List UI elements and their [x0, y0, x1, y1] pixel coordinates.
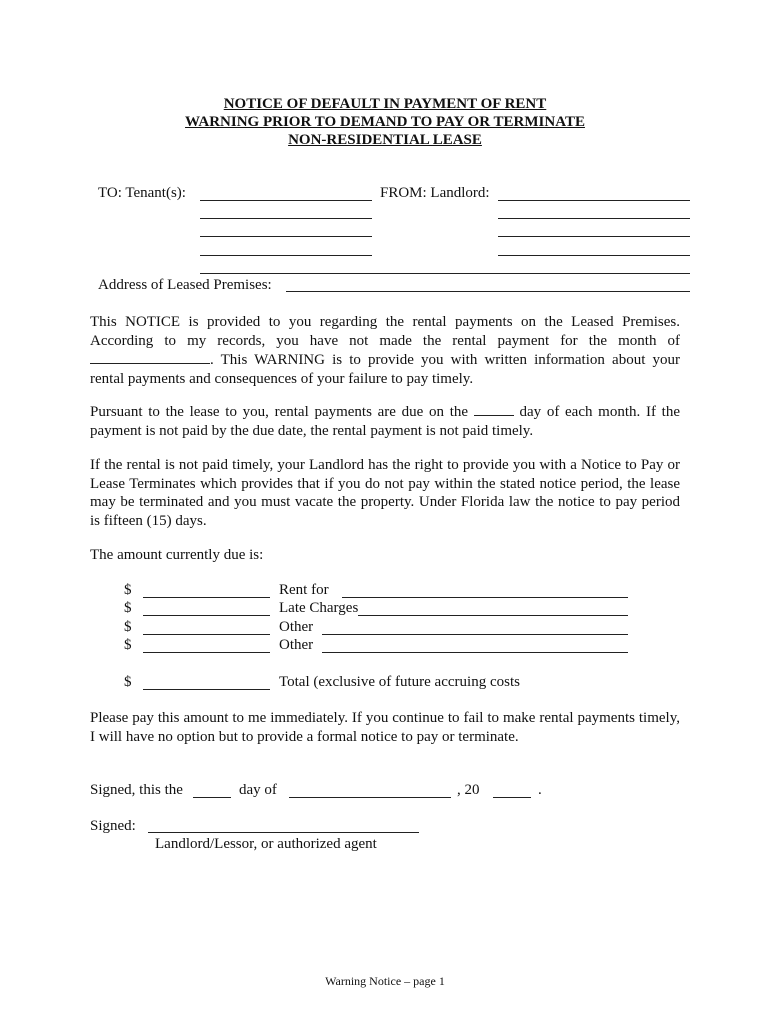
landlord-line-1[interactable] — [498, 200, 690, 201]
signed-year-blank[interactable] — [493, 797, 531, 798]
landlord-line-3[interactable] — [498, 236, 690, 237]
title-line-3: NON-RESIDENTIAL LEASE — [288, 132, 482, 148]
currency-symbol: $ — [124, 600, 132, 616]
tenant-line-1[interactable] — [200, 200, 372, 201]
page-footer: Warning Notice – page 1 — [325, 974, 445, 988]
month-blank[interactable] — [90, 350, 210, 364]
paragraph-notice-text-a: This NOTICE is provided to you regarding the rental payments on the Leased Premises. According to my records, you have not made the rental payment for the month of — [90, 314, 680, 349]
amount-total-blank[interactable] — [143, 689, 270, 690]
paragraph-due-date — [90, 402, 680, 440]
amount-other-1-blank[interactable] — [143, 634, 270, 635]
landlord-line-4[interactable] — [498, 255, 690, 256]
row-label-late-charges: Late Charges — [279, 600, 359, 616]
tenant-line-4[interactable] — [200, 255, 372, 256]
year-prefix: , 20 — [457, 782, 480, 798]
currency-symbol: $ — [124, 582, 132, 598]
paragraph-rights: If the rental is not paid timely, your Landlord has the right to provide you with a Notice to Pay or Lease Terminates which provides that if you do not pay within the stated notice period, the lease may be terminated and you must vacate the property. Under Florida law the notice to pay period is fifteen (15) days. — [90, 457, 680, 529]
currency-symbol: $ — [124, 619, 132, 635]
paragraph-notice — [90, 313, 680, 388]
currency-symbol: $ — [124, 674, 132, 690]
tenant-line-2[interactable] — [200, 218, 372, 219]
address-label: Address of Leased Premises: — [98, 277, 272, 293]
landlord-line-2[interactable] — [498, 218, 690, 219]
tenant-line-3[interactable] — [200, 236, 372, 237]
title-line-2: WARNING PRIOR TO DEMAND TO PAY OR TERMINATE — [185, 114, 585, 130]
late-charges-blank[interactable] — [358, 615, 628, 616]
rent-for-blank[interactable] — [342, 597, 628, 598]
signature-line[interactable] — [148, 832, 419, 833]
row-label-other-1: Other — [279, 619, 314, 635]
amount-intro: The amount currently due is: — [90, 547, 264, 563]
paragraph-due-date-text-a: Pursuant to the lease to you, rental payments are due on the — [90, 404, 469, 420]
from-landlord-label: FROM: Landlord: — [380, 185, 490, 201]
address-line-upper[interactable] — [200, 273, 690, 274]
row-label-rent: Rent for — [279, 582, 329, 598]
to-tenants-label: TO: Tenant(s): — [98, 185, 186, 201]
paragraph-due-date-text-b: day of each month. If the payment is not paid by the due date, the rental payment is not paid timely. — [90, 404, 680, 439]
amount-rent-blank[interactable] — [143, 597, 270, 598]
row-label-other-2: Other — [279, 637, 314, 653]
currency-symbol: $ — [124, 637, 132, 653]
total-label: Total (exclusive of future accruing costs — [279, 674, 520, 690]
due-day-blank[interactable] — [474, 402, 514, 416]
signed-period: . — [538, 782, 542, 798]
signed-label: Signed: — [90, 818, 136, 834]
signer-caption: Landlord/Lessor, or authorized agent — [155, 836, 377, 852]
amount-other-2-blank[interactable] — [143, 652, 270, 653]
other-2-blank[interactable] — [322, 652, 628, 653]
other-1-blank[interactable] — [322, 634, 628, 635]
day-of-label: day of — [239, 782, 277, 798]
address-line[interactable] — [286, 291, 690, 292]
paragraph-notice-text-b: . This WARNING is to provide you with written information about your rental payments and consequences of your failure to pay timely. — [90, 352, 680, 387]
paragraph-pay-now: Please pay this amount to me immediately. If you continue to fail to make rental payments timely, I will have no option but to provide a formal notice to pay or terminate. — [90, 710, 680, 745]
signed-month-blank[interactable] — [289, 797, 451, 798]
signed-day-blank[interactable] — [193, 797, 231, 798]
signed-this-the-label: Signed, this the — [90, 782, 183, 798]
title-line-1: NOTICE OF DEFAULT IN PAYMENT OF RENT — [223, 96, 547, 112]
amount-late-blank[interactable] — [143, 615, 270, 616]
